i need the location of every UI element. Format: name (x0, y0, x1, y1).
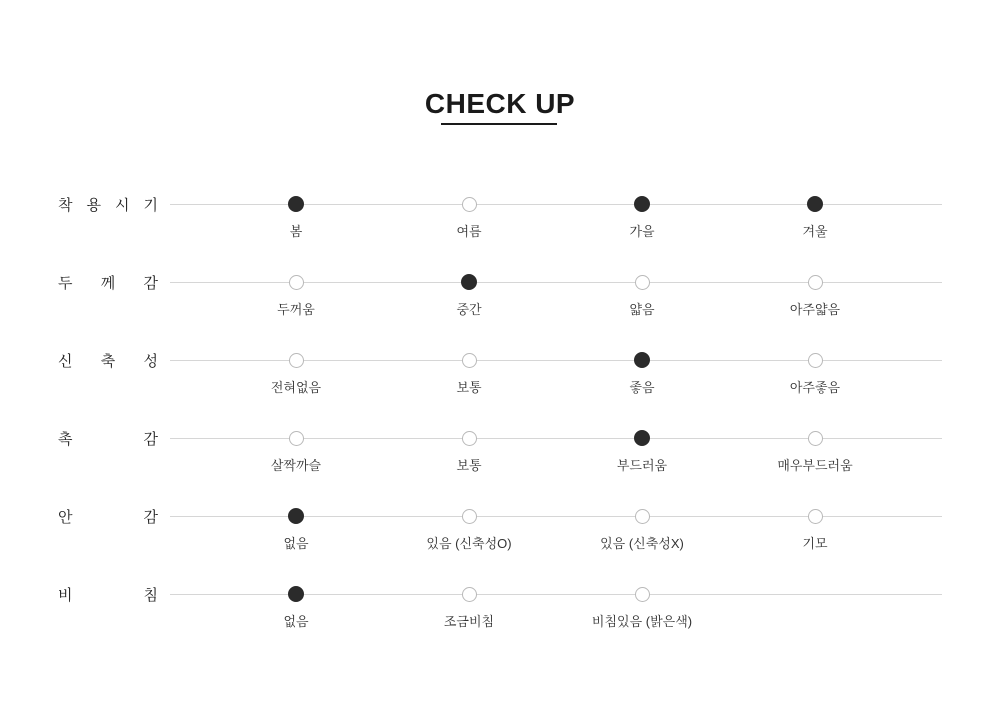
check-up-row (0, 326, 1000, 404)
option-label: 없음 (283, 536, 309, 551)
radio-selected-icon[interactable] (461, 274, 477, 290)
option-label: 살짝까슬 (270, 458, 322, 473)
radio-unselected-icon[interactable] (462, 353, 477, 368)
check-up-option[interactable] (725, 170, 905, 240)
radio-selected-icon[interactable] (807, 196, 823, 212)
option-label: 기모 (802, 536, 828, 551)
row-label-char: 성 (143, 353, 158, 370)
check-up-option[interactable] (725, 482, 905, 552)
row-label-char: 침 (143, 587, 158, 604)
check-up-option[interactable] (206, 170, 386, 240)
check-up-option[interactable] (206, 482, 386, 552)
row-label-char: 촉 (58, 431, 73, 448)
check-up-option[interactable] (552, 248, 732, 318)
radio-unselected-icon[interactable] (289, 353, 304, 368)
check-up-row (0, 248, 1000, 326)
option-label: 여름 (456, 224, 482, 239)
check-up-option[interactable] (552, 560, 732, 630)
option-label: 봄 (289, 224, 303, 239)
check-up-option[interactable] (379, 482, 559, 552)
check-up-option[interactable] (379, 248, 559, 318)
radio-selected-icon[interactable] (288, 196, 304, 212)
option-label: 매우부드러움 (777, 458, 853, 473)
row-label (58, 428, 158, 449)
option-label: 겨울 (802, 224, 828, 239)
check-up-option[interactable] (552, 170, 732, 240)
row-label-char: 시 (115, 197, 130, 214)
option-label: 조금비침 (443, 614, 495, 629)
row-label-char: 감 (143, 275, 158, 292)
option-label: 좋음 (629, 380, 655, 395)
radio-unselected-icon[interactable] (462, 587, 477, 602)
row-label-char: 축 (100, 353, 116, 370)
row-label-char: 감 (143, 509, 158, 526)
row-label-char: 비 (58, 587, 73, 604)
check-up-option[interactable] (379, 560, 559, 630)
row-label (58, 584, 158, 605)
option-label: 아주좋음 (789, 380, 841, 395)
radio-selected-icon[interactable] (288, 586, 304, 602)
check-up-row (0, 560, 1000, 638)
check-up-row (0, 404, 1000, 482)
radio-unselected-icon[interactable] (289, 275, 304, 290)
option-label: 부드러움 (616, 458, 668, 473)
check-up-option[interactable] (552, 404, 732, 474)
radio-selected-icon[interactable] (634, 196, 650, 212)
row-label-char: 두 (58, 275, 73, 292)
check-up-option[interactable] (206, 326, 386, 396)
radio-unselected-icon[interactable] (462, 509, 477, 524)
option-label: 얇음 (629, 302, 655, 317)
check-up-option[interactable] (725, 248, 905, 318)
row-label-char: 감 (143, 431, 158, 448)
option-label: 있음 (신축성X) (600, 536, 684, 551)
check-up-option[interactable] (725, 326, 905, 396)
option-label: 전혀없음 (270, 380, 322, 395)
radio-unselected-icon[interactable] (635, 587, 650, 602)
radio-unselected-icon[interactable] (289, 431, 304, 446)
check-up-row (0, 170, 1000, 248)
row-label-char: 용 (86, 197, 101, 214)
check-up-option[interactable] (379, 404, 559, 474)
row-label (58, 350, 158, 371)
row-label (58, 272, 158, 293)
radio-unselected-icon[interactable] (635, 509, 650, 524)
radio-unselected-icon[interactable] (462, 197, 477, 212)
row-label (58, 506, 158, 527)
option-label: 보통 (456, 380, 482, 395)
check-up-option[interactable] (552, 482, 732, 552)
radio-unselected-icon[interactable] (808, 431, 823, 446)
check-up-option[interactable] (379, 170, 559, 240)
radio-unselected-icon[interactable] (808, 275, 823, 290)
check-up-option[interactable] (552, 326, 732, 396)
radio-selected-icon[interactable] (288, 508, 304, 524)
radio-unselected-icon[interactable] (462, 431, 477, 446)
check-up-option[interactable] (725, 404, 905, 474)
page-title-underline (441, 123, 557, 125)
option-label: 비침있음 (밝은색) (591, 614, 693, 629)
radio-unselected-icon[interactable] (635, 275, 650, 290)
radio-selected-icon[interactable] (634, 352, 650, 368)
page-title: CHECK UP (424, 88, 576, 119)
check-up-option[interactable] (206, 560, 386, 630)
option-label: 없음 (283, 614, 309, 629)
option-label: 있음 (신축성O) (426, 536, 512, 551)
radio-unselected-icon[interactable] (808, 353, 823, 368)
option-label: 두꺼움 (277, 302, 315, 317)
row-label (58, 194, 158, 215)
option-label: 보통 (456, 458, 482, 473)
row-label-char: 기 (143, 197, 158, 214)
check-up-option[interactable] (206, 248, 386, 318)
row-label-char: 신 (58, 353, 73, 370)
option-label: 가을 (629, 224, 655, 239)
row-label-char: 안 (58, 509, 73, 526)
row-label-char: 께 (100, 275, 116, 292)
row-label-char: 착 (58, 197, 73, 214)
check-up-option[interactable] (379, 326, 559, 396)
option-label: 중간 (456, 302, 482, 317)
check-up-row (0, 482, 1000, 560)
radio-unselected-icon[interactable] (808, 509, 823, 524)
option-label: 아주얇음 (789, 302, 841, 317)
radio-selected-icon[interactable] (634, 430, 650, 446)
check-up-rows-container (0, 170, 1000, 638)
check-up-option[interactable] (206, 404, 386, 474)
